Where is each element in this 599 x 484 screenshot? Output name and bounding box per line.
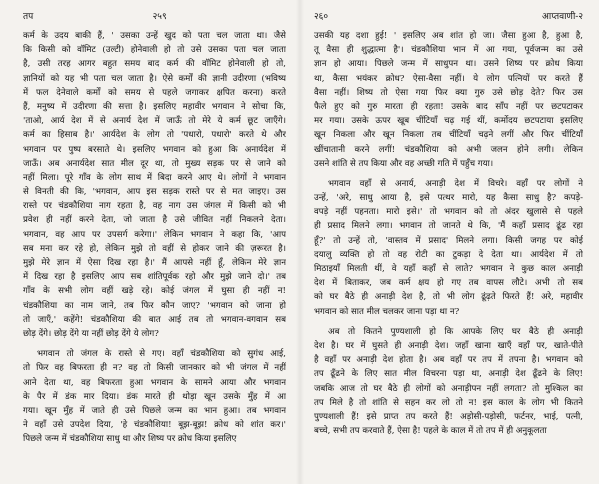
text-line: ज्ञान हो आया। पिछले जन्म में साधुपन था। उसने शिष्य पर क्रोध किया <box>314 59 583 70</box>
text-line: है, उसी तरह आगर बहुत समय बाद कर्म की वॉमिट होनेवाली हो तो, <box>23 59 286 70</box>
text-line: भगवान तो जंगल के रास्ते से गए। वहाँ चंडकौशिया को सुगंध आई, <box>37 349 286 360</box>
right-page-header <box>314 9 583 23</box>
text-line: खून निकला और खून निकला तब चींटियाँ चढ़ने लगीं और फिर चींटियाँ <box>314 130 583 141</box>
text-line: तो जाएँ,' कहेंगे! चंडकौशिया की बात आई तब तो भगवान-वगवान सब <box>23 314 286 325</box>
text-line: था, कैसा भयंकर क्रोध? ऐसा-वैसा नहीं। ये लोग पत्नियों पर करते हैं <box>314 73 583 84</box>
text-line: बच्चे, सभी तप करवाते हैं, ऐसा है! पहले के काल में तो तप में ही अनुकूलता <box>314 426 547 437</box>
text-line: दयालु व्यक्ति हो तो वह रोटी का टुकड़ा दे देता था। आर्यदेश में तो <box>314 249 583 260</box>
paragraph <box>314 29 583 171</box>
text-line: ने वहाँ उसे उपदेश दिया, 'हे चंडकौशिया! बूझ-बूझ! क्रोध को शांत कर।' <box>23 420 286 431</box>
text-line: सब मना कर रहे हो, लेकिन मुझे तो वहीं से होकर जाने की ज़रूरत है। <box>23 243 286 254</box>
text-line: कर्म का हिसाब है।' आर्यदेश के लोग तो 'पधारो, पधारो' करते थे और <box>23 130 286 141</box>
text-line: के पैर में डंक मार दिया। डंक मारते ही थोड़ा खून उसके मुँह में आ <box>23 391 286 402</box>
left-page-body <box>23 29 286 446</box>
right-page <box>300 0 599 484</box>
text-line: रास्ते पर चंडकौशिया नाग रहता है, वह नाग उस जंगल में किसी को भी <box>23 201 286 212</box>
text-line: को घर बैठे ही अनाड़ी देश है, तो भी लोग ढूंढ़ते फिरते हैं! अरे, महावीर <box>314 292 583 303</box>
text-line: पिछले जन्म में चंडकौशिया साधु था और शिष्य पर क्रोध किया इसलिए <box>23 434 237 445</box>
left-page-header <box>23 9 286 23</box>
text-line: गया। खून मुँह में जाते ही उसे पिछले जन्म का भान हुआ। तब भगवान <box>23 405 286 416</box>
text-line: मर गया। उसके ऊपर खूब चींटियाँ चढ़ गई थीं, कर्मोदय छटपटाया इसलिए <box>314 116 583 127</box>
text-line: हैं, मनुष्य में उदीरणा की सत्ता है। इसलिए महावीर भगवान ने सोचा कि, <box>23 101 286 112</box>
text-line: नहीं मिला। पूरे गाँव के लोग साथ में बिदा करने आए थे। लोगों ने भगवान <box>23 172 286 183</box>
text-line: उसकी यह दशा हुई! ' इसलिए अब शांत हो जा। जैसा हुआ है, हुआ है, <box>314 31 583 41</box>
text-line: जबकि आज तो घर बैठे ही लोगों को अनाड़ीपन नहीं लगता? तो मुश्किल का <box>314 383 583 394</box>
book-title-header: आप्तवाणी-२ <box>542 12 583 22</box>
text-line: चंडकौशिया का नाम जाने, तब फिर कौन जाए? 'भगवान को जाना हो <box>23 300 286 311</box>
text-line: तप मिले है तो शांति से सहन कर लो तो न! इस काल के लोग भी कितने <box>314 397 583 408</box>
paragraph <box>23 29 286 341</box>
text-line: कि किसी को वॉमिट (उल्टी) होनेवाली हो तो उसे उसका पता चल जाता <box>23 45 286 56</box>
text-line: जाऊँ। अब अनार्यदेश सात मील दूर था, तो मुख्य सड़क पर से जाने को <box>23 158 286 169</box>
text-line: 'ताओ, आर्य देश में से अनार्य देश में जाऊँ तो मेरे ये कर्म छूट जाएँगे। <box>23 116 286 127</box>
text-line: भगवान, वह आप पर उपसर्ग करेगा।' लेकिन भगवान ने कहा कि, 'आप <box>23 229 286 240</box>
right-page-body <box>314 29 583 438</box>
text-line: खींचातानी करने लगीं! चंडकौशिया को अभी जलन होने लगी। लेकिन <box>314 144 583 155</box>
text-line: देश में बिताकर, जब कर्म क्षय हो गए तब वापस लौटे। अभी तो सब <box>314 278 583 289</box>
text-line: में दिख रहा है इसलिए आप सब शांतिपूर्वक रहो और मुझे जाने दो।' तब <box>23 272 286 283</box>
text-line: तू वैसा ही शुद्धात्मा है'। चंडकौशिया भान में आ गया, पूर्वजन्म का उसे <box>314 45 583 56</box>
text-line: भगवान को सात मील चलकर जाना पड़ा था न? <box>314 306 460 317</box>
text-line: भगवान पर पुष्प बरसाते थे। इसलिए भगवान को हुआ कि अनार्यदेश में <box>23 144 286 155</box>
text-line: छोड़ देंगे। छोड़ देंगे या नहीं छोड़ देंगे ये लोग? <box>23 328 159 339</box>
text-line: तप ढूँढने के लिए सात मील विचरना पड़ा था, अनाड़ी देश ढूँढने के लिए! <box>314 369 583 380</box>
text-line: वपड़े नहीं पहनता। मारो इसे।' तो भगवान को तो अंदर खुलासे से पहले <box>314 207 583 218</box>
text-line: हूँ?' तो उन्हें तो, 'वास्तव में प्रसाद' मिलने लगा। किसी जगह पर कोई <box>314 235 583 246</box>
paragraph <box>23 347 286 446</box>
text-line: पुण्यशाली हैं! इसे प्राप्त तप करते हैं! अड़ोसी-पड़ोसी, फर्टनर, भाई, पत्नी, <box>314 411 583 422</box>
text-line: से विनती की कि, 'भगवान, आप इस सड़क रास्ते पर से मत जाइए। उस <box>23 187 286 198</box>
text-line: ज्ञानियों को यह भी पता चल जाता है। ऐसे कर्मों की ज्ञानी उदीरणा (भविष्य <box>23 73 286 84</box>
text-line: उसने शांति से तप किया और वह अच्छी गति में पहुँच गया। <box>314 158 494 169</box>
paragraph <box>314 177 583 319</box>
text-line: ही प्रसाद मिलने लगा। भगवान तो जानते थे कि, 'मैं कहाँ प्रसाद ढूंढ रहा <box>314 221 583 232</box>
text-line: भगवान वहाँ से अनार्य, अनाड़ी देश में विचरे। वहाँ पर लोगों ने <box>328 178 583 189</box>
text-line: है वहाँ पर अनाड़ी देश होता है। अब वहाँ पर तप में तपना है। भगवान को <box>314 355 583 366</box>
text-line: अब तो कितने पुण्यशाली हो कि आपके लिए घर बैठे ही अनाड़ी <box>328 326 583 337</box>
text-line: मिठाइयाँ मिलती थीं, वे यहाँ कहाँ से लाते? भगवान ने कुछ काल अनाड़ी <box>314 264 583 274</box>
text-line: देश है। घर में घुसते ही अनाड़ी देश। जहाँ खाना खाएँ वहाँ पर, खाते-पीते <box>314 340 583 351</box>
page-number-right: २६० <box>314 12 329 22</box>
text-line: गाँव के सभी लोग वहीं खड़े रहे। कोई जंगल में घुसा ही नहीं न! <box>23 286 286 297</box>
text-line: मुझे मेरे ज्ञान में ऐसा दिख रहा है।' मैं आपसे नहीं हूँ, लेकिन मेरे ज्ञान <box>23 258 286 268</box>
text-line: फैले हुए को गुरु मारता ही रहता! उसके बाद साँप नहीं पर छटपटाकर <box>314 101 583 112</box>
running-head-left: तप <box>23 12 34 22</box>
text-line: में फल देनेवाले कर्मों को समय से पहले जगाकर क्षपित करना) करते <box>23 87 286 98</box>
text-line: तो फिर वह बिफरता ही न? वह तो किसी जानकार को भी जंगल में नहीं <box>23 363 286 374</box>
paragraph <box>314 325 583 439</box>
text-line: वैसा नहीं। शिष्य तो ऐसा गया फिर क्या गुरु उसे छोड़ देते? फिर उस <box>314 87 583 98</box>
text-line: प्रवेश ही नहीं करने देता, जो जाता है उसे जीवित नहीं निकलने देता। <box>23 215 286 226</box>
text-line: आने देता था, वह बिफरता हुआ भगवान के सामने आया और भगवान <box>23 377 286 388</box>
text-line: उन्हें, 'अरे, साधु आया है, इसे पत्थर मारो, यह कैसा साधु है? कपड़े- <box>314 193 583 204</box>
text-line: कर्म के उदय बाकी हैं, ' उसका उन्हें खुद को पता चल जाता था। जैसे <box>23 31 286 41</box>
page-number-left: २५९ <box>152 12 167 22</box>
